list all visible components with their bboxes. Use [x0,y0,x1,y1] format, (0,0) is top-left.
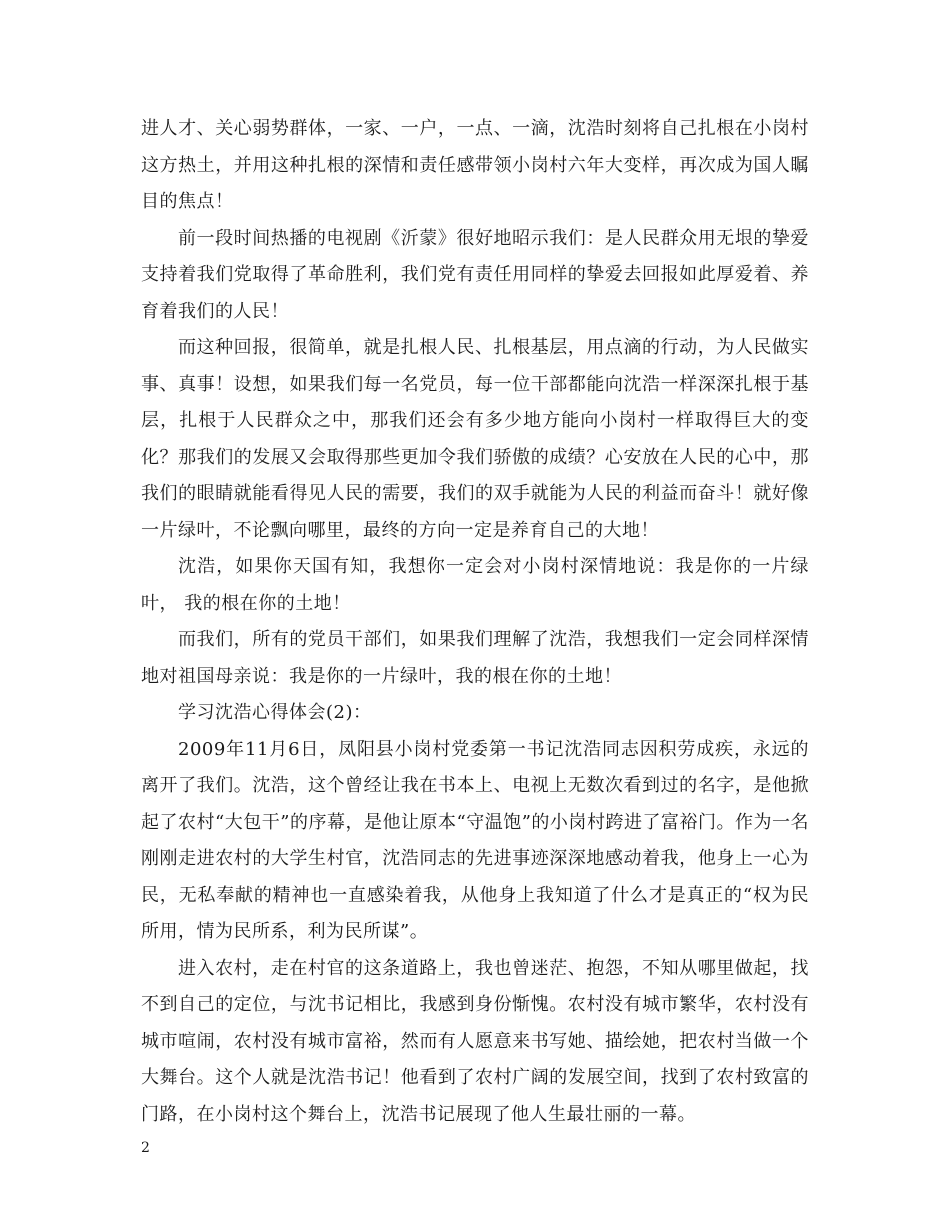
paragraph-continued: 进人才、关心弱势群体，一家、一户，一点、一滴，沈浩时刻将自己扎根在小岗村这方热土，并用这种扎根的深情和责任感带领小岗村六年大变样，再次成为国人瞩目的焦点！ [141,118,809,212]
paragraph: 前一段时间热播的电视剧《沂蒙》很好地昭示我们：是人民群众用无垠的挚爱支持着我们党取得了革命胜利，我们党有责任用同样的挚爱去回报如此厚爱着、养育着我们的人民！ [141,227,809,322]
body-text [141,111,809,1133]
section-heading: 学习沈浩心得体会(2)： [178,702,372,723]
page-number: 2 [141,1140,150,1156]
paragraph: 而我们，所有的党员干部们，如果我们理解了沈浩，我想我们一定会同样深情地对祖国母亲说：我是你的一片绿叶，我的根在你的土地！ [141,629,809,687]
paragraph: 而这种回报，很简单，就是扎根人民、扎根基层，用点滴的行动，为人民做实事、真事！设想，如果我们每一名党员，每一位干部都能向沈浩一样深深扎根于基层，扎根于人民群众之中，那我们还会有多少地方能向小岗村一样取得巨大的变化？那我们的发展又会取得那些更加令我们骄傲的成绩？心安放在人民的心中，那我们的眼睛就能看得见人民的需要，我们的双手就能为人民的利益而奋斗！就好像一片绿叶，不论飘向哪里，最终的方向一定是养育自己的大地！ [141,337,809,541]
paragraph: 沈浩，如果你天国有知，我想你一定会对小岗村深情地说：我是你的一片绿叶， 我的根在你的土地！ [141,556,809,614]
paragraph: 2009年11月6日，凤阳县小岗村党委第一书记沈浩同志因积劳成疾，永远的离开了我们。沈浩，这个曾经让我在书本上、电视上无数次看到过的名字，是他掀起了农村“大包干”的序幕，是他让原本“守温饱”的小岗村跨进了富裕门。作为一名刚刚走进农村的大学生村官，沈浩同志的先进事迹深深地感动着我，他身上一心为民，无私奉献的精神也一直感染着我，从他身上我知道了什么才是真正的“权为民所用，情为民所系，利为民所谋”。 [141,738,809,942]
paragraph: 进入农村，走在村官的这条道路上，我也曾迷茫、抱怨，不知从哪里做起，找不到自己的定位，与沈书记相比，我感到身份惭愧。农村没有城市繁华，农村没有城市喧闹，农村没有城市富裕，然而有人愿意来书写她、描绘她，把农村当做一个大舞台。这个人就是沈浩书记！他看到了农村广阔的发展空间，找到了农村致富的门路，在小岗村这个舞台上，沈浩书记展现了他人生最壮丽的一幕。 [141,957,809,1125]
